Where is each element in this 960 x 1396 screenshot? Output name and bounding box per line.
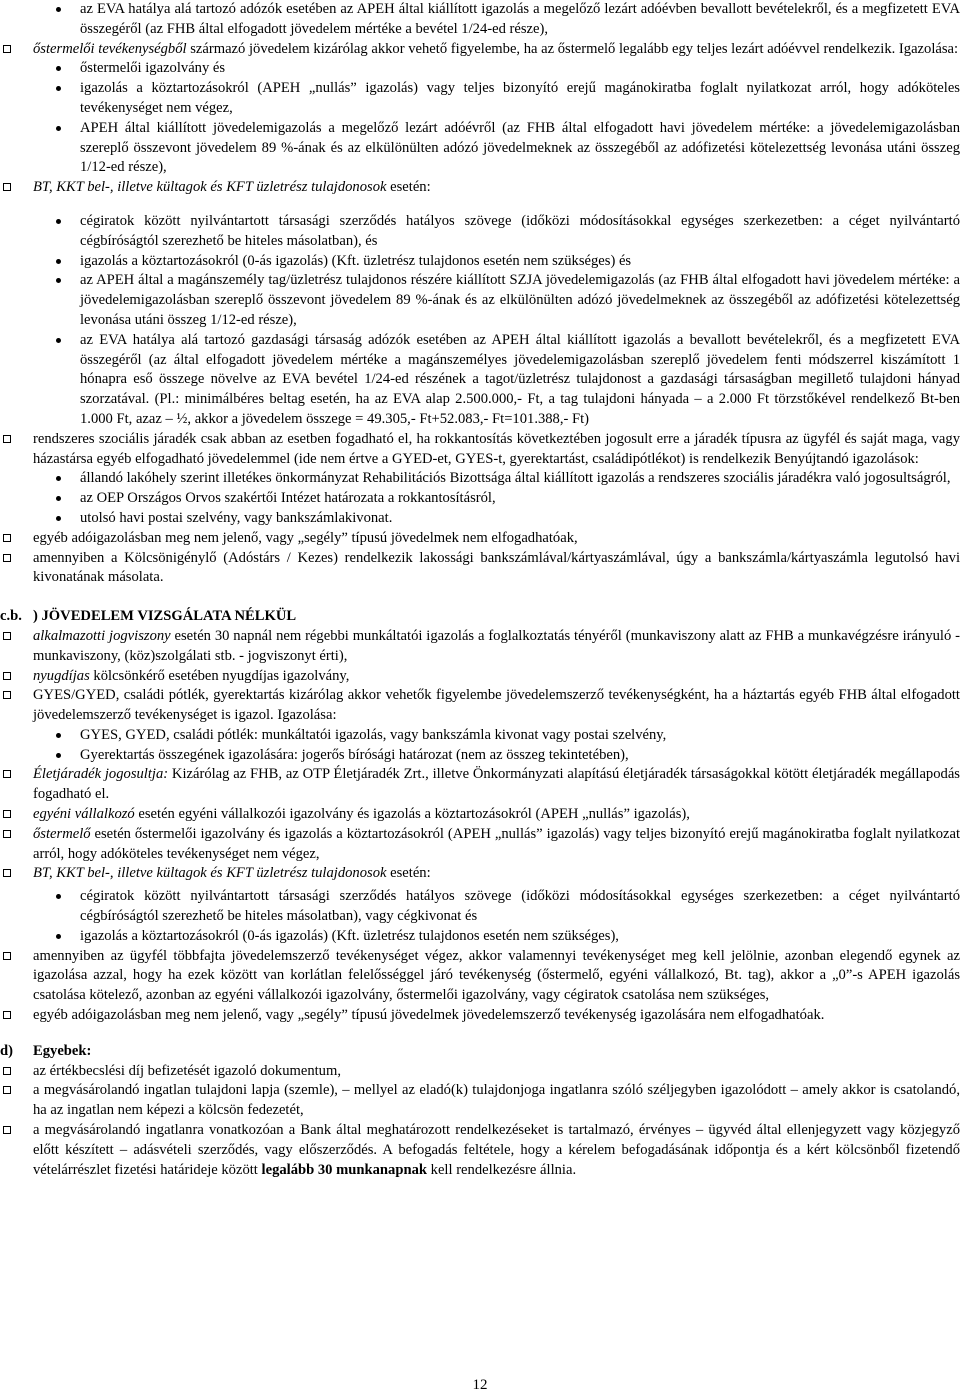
ertekbecslesi-item: az értékbecslési díj befizetését igazoló dokumentum, [0,1062,960,1082]
egyeni-vallalkozo-item: egyéni vállalkozó esetén egyéni vállalkozói igazolvány és igazolás a köztartozásokról (APEH „nullás” igazolás), [0,805,960,825]
nyugdijas-item: nyugdíjas kölcsönkérő esetében nyugdíjas igazolvány, [0,667,960,687]
adasveteli-item: a megvásárolandó ingatlanra vonatkozóan a Bank által meghatározott rendelkezéseket is tartalmazó, érvényes – ügyvéd által ellenjegyzett vagy közjegyző előtt készített – adásvételi szerződés, vagy előszerződés. A befogadás feltétele, hogy a kérelem befogadásának időpontja és a kért kölcsönből fizetendő vételárrészlet fizetési határideje között legalább 30 munkanapnak kell rendelkezésre állnia. [0,1121,960,1180]
section-d-heading: d) Egyebek: [0,1042,92,1059]
szocialis-bullet: állandó lakóhely szerint illetékes önkormányzat Rehabilitációs Bizottsága által kiállított igazolás a rendszeres szociális járadékra való jogosultságról, [80,469,960,489]
page-number: 12 [472,1377,488,1393]
ostermeloi-bullet: igazolás a köztartozásokról (APEH „nullás” igazolás) vagy teljes bizonyító erejű magánokiratba foglalt nyilatkozat arról, hogy adóköteles tevékenységet nem végez, [80,79,960,119]
kolcsonigenylo-item: amennyiben a Kölcsönigénylő (Adóstárs / Kezes) rendelkezik lakossági bankszámlával/kártyaszámlával, úgy a bankszámla/kártyaszámla legutolsó havi kivonatának másolata. [0,549,960,589]
bt-kkt-item: BT, KKT bel-, illetve kültagok és KFT üzletrész tulajdonosok esetén: [0,178,960,198]
gyes-bullet: GYES, GYED, családi pótlék: munkáltatói igazolás, vagy bankszámla kivonat vagy postai szelvény, [80,726,960,746]
ostermelo-item: őstermelő esetén őstermelői igazolvány és igazolás a köztartozásokról (APEH „nullás” igazolás) vagy teljes bizonyító erejű magánokiratba foglalt nyilatkozat arról, hogy adóköteles tevékenységet nem végez, [0,825,960,865]
gyes-bullet: Gyerektartás összegének igazolására: jogerős bírósági határozat (nem az összeg tekintetében), [80,746,960,766]
eletjaradek-item: Életjáradék jogosultja: Kizárólag az FHB, az OTP Életjáradék Zrt., illetve Önkormányzati alapítású életjáradék társaságokkal kötött életjáradék megállapodás fogadható el. [0,765,960,805]
eva-bullet: az EVA hatálya alá tartozó adózók esetében az APEH által kiállított igazolás a megelőző lezárt adóévben bevallott bevételekről, és a megfizetett EVA összegéről (az FHB által elfogadott jövedelem mértéke a bevétel 1/24-ed része), [80,0,960,40]
section-cb-heading: c.b. ) JÖVEDELEM VIZSGÁLATA NÉLKÜL [0,608,297,625]
szocialis-bullet: az OEP Országos Orvos szakértői Intézet határozata a rokkantosításról, [80,489,960,509]
tulajdoni-lap-item: a megvásárolandó ingatlan tulajdoni lapja (szemle), – mellyel az eladó(k) tulajdonjoga ingatlanra szóló széljegyben igazolódott – amely akkor is csatolandó, ha az ingatlan nem képezi a kölcsön fedezetét, [0,1081,960,1121]
bt-kkt-2-bullet: igazolás a köztartozásokról (0-ás igazolás) (Kft. üzletrész tulajdonos esetén nem szükséges), [80,927,960,947]
ostermeloi-item: őstermelői tevékenységből származó jövedelem kizárólag akkor vehető figyelembe, ha az őstermelő legalább egy teljes lezárt adóévvel rendelkezik. Igazolása: [0,40,960,60]
bt-kkt-bullet: igazolás a köztartozásokról (0-ás igazolás) (Kft. üzletrész tulajdonos esetén nem szükséges) és [80,252,960,272]
bt-kkt-bullet: az APEH által a magánszemély tag/üzletrész tulajdonos részére kiállított SZJA jövedelemigazolás (az FHB által elfogadott havi jövedelem mértéke: a jövedelemigazolásban szereplő összevont jövedelem 89 %-ának és az elkülönülten adózó jövedelmeknek az összegéből az adófizetési kötelezettség levonása utáni összeg 1/12-ed része), [80,271,960,330]
bt-kkt-bullet: az EVA hatálya alá tartozó gazdasági társaság adózók esetében az APEH által kiállított igazolás a bevallott bevételekről, és a megfizetett EVA összegéről (az által elfogadott jövedelem mértéke a magánszemélyes jövedelemigazolásban szereplő jövedelem fenti módszerrel kiszámított 1 hónapra eső összege növelve az EVA bevétel 1/24-ed részének a tagot/üzletrész tulajdonost a gazdasági társaságban megillető tulajdoni hányad szorzatával. (Pl.: minimálbéres beltag esetén, ha az EVA alap 2.500.000,- Ft, a tag tulajdoni hányada – a 2.000 Ft törzstőkével rendelkező Bt-ben 1.000 Ft, azaz – ½, akkor a jövedelem összege = 49.305,- Ft+52.083,- Ft=101.388,- Ft) [80,331,960,430]
bt-kkt-2-bullet: cégiratok között nyilvántartott társasági szerződés hatályos szövege (időközi módosításokkal egységes szerkezetben: a céget nyilvántartó cégbíróságtól szerezhető be hiteles másolatban), vagy cégkivonat és [80,887,960,927]
egyeb-adoigazolas-item: egyéb adóigazolásban meg nem jelenő, vagy „segély” típusú jövedelmek jövedelemszerző tevékenység igazolására nem elfogadhatóak. [0,1006,960,1026]
szocialis-bullet: utolsó havi postai szelvény, vagy bankszámlakivonat. [80,509,960,529]
szocialis-item: rendszeres szociális járadék csak abban az esetben fogadható el, ha rokkantosítás következtében jogosult erre a járadék típusra az ügyfél és saját maga, vagy házastársa egyéb elfogadható jövedelemmel (ide nem értve a GYED-et, GYES-t, gyerektartást, családipótlékot) is rendelkezik Benyújtandó igazolások: [0,430,960,470]
gyes-item: GYES/GYED, családi pótlék, gyerektartás kizárólag akkor vehetők figyelembe jövedelemszerző tevékenységként, ha a háztartás egyéb FHB által elfogadott jövedelemszerző tevékenységet is igazol. Igazolása: [0,686,960,726]
ostermeloi-bullet: őstermelői igazolvány és [80,59,960,79]
bt-kkt-item-2: BT, KKT bel-, illetve kültagok és KFT üzletrész tulajdonosok esetén: [0,864,960,884]
segely-item: egyéb adóigazolásban meg nem jelenő, vagy „segély” típusú jövedelmek nem elfogadhatóak, [0,529,960,549]
ostermeloi-bullet: APEH által kiállított jövedelemigazolás a megelőző lezárt adóévről (az FHB által elfogadott havi jövedelem mértéke: a jövedelemigazolásban szereplő összevont jövedelem 89 %-ának és az elkülönülten adózó jövedelmeknek az összegéből az adófizetési kötelezettség levonása utáni összeg 1/12-ed része), [80,119,960,178]
alkalmazotti-item: alkalmazotti jogviszony esetén 30 napnál nem régebbi munkáltatói igazolás a foglalkoztatás tényéről (munkaviszony alatt az FHB a munkavégzésre irányuló - munkaviszony, (köz)szolgálati stb. - jogviszonyt érti), [0,627,960,667]
tobbfajta-item: amennyiben az ügyfél többfajta jövedelemszerző tevékenységet végez, akkor valamennyi tevékenységet meg kell jelölnie, azonban elegendő egynek az igazolása azzal, hogy ha ezek között van korlátlan felelősséggel járó tevékenység (őstermelő, egyéni vállalkozó, Bt. tag), akkor a „0”-s APEH igazolás csatolása kötelező, azonban az egyéni vállalkozói igazolvány, őstermelői igazolvány, vagy cégiratok csatolása nem szükséges, [0,947,960,1006]
bt-kkt-bullet: cégiratok között nyilvántartott társasági szerződés hatályos szövege (időközi módosításokkal egységes szerkezetben: a céget nyilvántartó cégbíróságtól szerezhető be hiteles másolatban), és [80,212,960,252]
